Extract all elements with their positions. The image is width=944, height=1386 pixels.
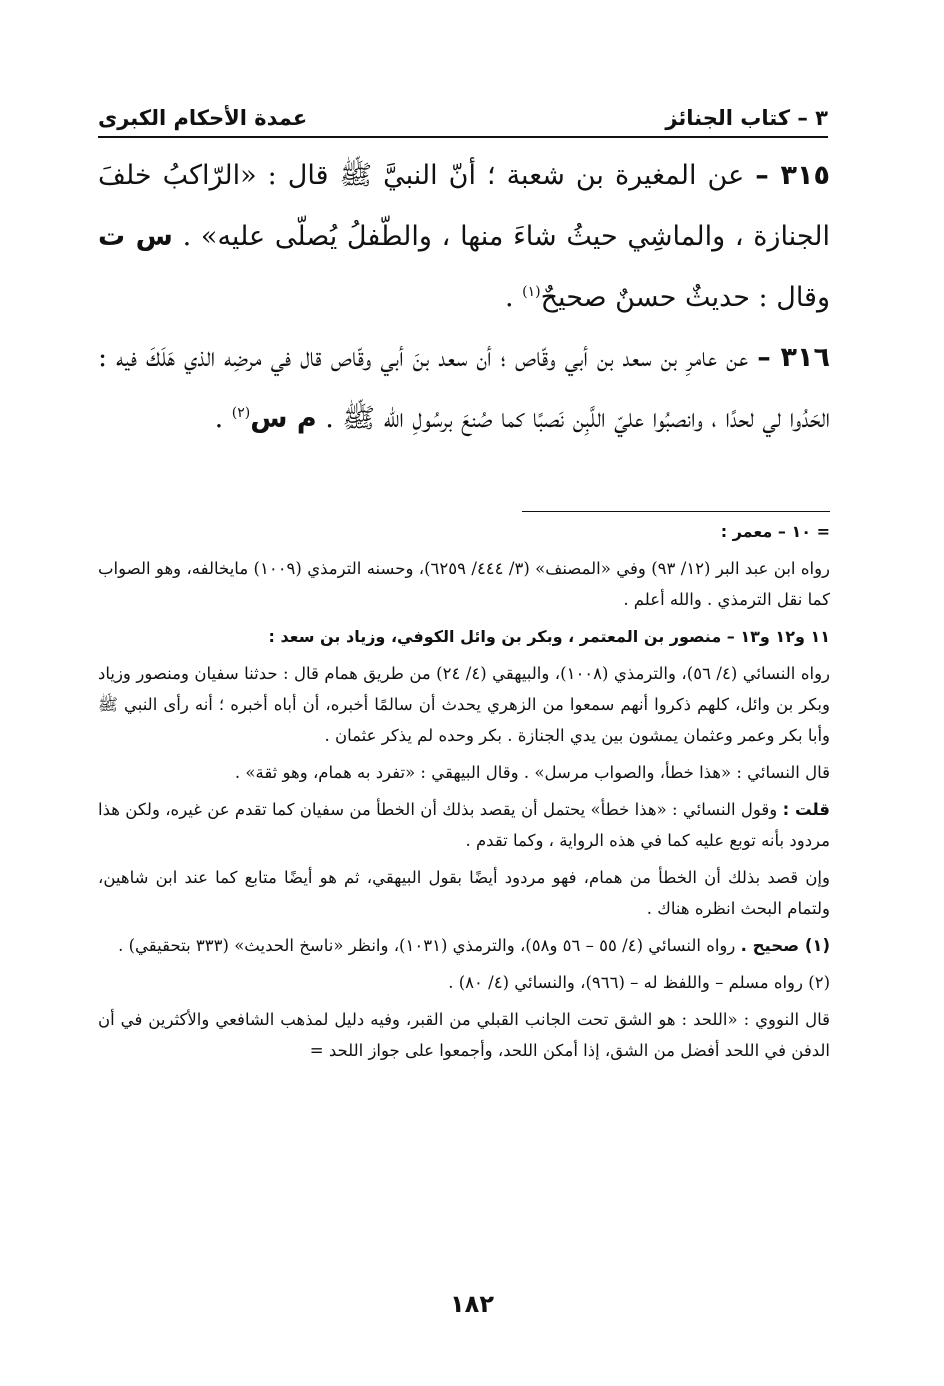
hadith-316	[98, 327, 830, 449]
qultu-text: وقول النسائي : «هذا خطأ» يحتمل أن يقصد بذلك أن الخطأ من سفيان كما تقدم عن غيره، ولكن هذا مردود بأنه توبع عليه كما في هذه الرواية ، وكما تقدم .	[98, 800, 830, 850]
hadith-end: .	[504, 282, 514, 313]
hadith-315	[98, 145, 830, 328]
qultu-paragraph	[98, 794, 830, 856]
qultu-label: قلت :	[782, 800, 830, 819]
footnote-2: (٢) رواه مسلم – واللفظ له – (٩٦٦)، والنسائي (٤/ ٨٠) .	[448, 973, 830, 992]
footnotes	[98, 512, 830, 1072]
footnote-ref: (١)	[522, 284, 541, 300]
note-10-text: رواه ابن عبد البر (١٢/ ٩٣) وفي «المصنف» (٣/ ٤٤٤/ ٦٢٥٩)، وحسنه الترمذي (١٠٠٩) مايخالفه، وهو الصواب كما نقل الترمذي . والله أعلم .	[98, 559, 831, 609]
nawawi-paragraph: قال النووي : «اللحد : هو الشق تحت الجانب القبلي من القبر، وفيه دليل لمذهب الشافعي والأكثرين في أن الدفن في اللحد أفضل من الشق، إذا أمكن اللحد، وأجمعوا على جواز اللحد =	[98, 1010, 830, 1060]
hadith-tail: وقال : حديثٌ حسنٌ صحيحٌ	[540, 282, 830, 313]
note-heading-11-13: ١١ و١٢ و١٣ – منصور بن المعتمر ، وبكر بن وائل الكوفي، وزياد بن سعد :	[268, 627, 830, 646]
footnote-1-label: (١) صحيح .	[740, 936, 830, 955]
footnote-1	[98, 930, 830, 961]
hammam-paragraph: وإن قصد بذلك أن الخطأ من همام، فهو مردود أيضًا بقول البيهقي، ثم هو أيضًا متابع كما عند ابن شاهين، ولتمام البحث انظره هناك .	[98, 868, 830, 918]
chapter-title: ٣ – كتاب الجنائز	[665, 106, 828, 130]
nasai-quote: قال النسائي : «هذا خطأ، والصواب مرسل» . وقال البيهقي : «تفرد به همام، وهو ثقة» .	[234, 763, 830, 782]
footnote-1-text: رواه النسائي (٤/ ٥٥ – ٥٦ و٥٨)، والترمذي (١٠٣١)، وانظر «ناسخ الحديث» (٣٣٣ بتحقيقي) .	[118, 936, 736, 955]
note-heading-10: = ١٠ – معمر :	[720, 522, 830, 541]
hadith-number: ٣١٥ –	[755, 160, 830, 191]
hadith-sigla: س ت	[98, 221, 173, 252]
hadith-text: عن عامرِ بن سعد بن أبي وقّاص ؛ أن سعد بنَ أبي وقّاص قال في مرضِه الذي هَلَكَ فيه : الحَدُوا لي لحدًا ، وانصبُوا عليّ اللَّبِن نَصبًا كما صُنعَ برسُولِ الله ﷺ .	[98, 342, 830, 434]
hadith-sigla: م س	[250, 403, 317, 434]
note-11-text: رواه النسائي (٤/ ٥٦)، والترمذي (١٠٠٨)، والبيهقي (٤/ ٢٤) من طريق همام قال : حدثنا سفيان ومنصور وزياد وبكر بن وائل، كلهم ذكروا أنهم سمعوا من الزهري يحدث أن سالمًا أخبره، أن أباه أخبره ؛ أنه رأى النبي ﷺ وأبا بكر وعمر وعثمان يمشون بين يدي الجنازة . بكر وحده لم يذكر عثمان .	[98, 664, 830, 745]
hadith-number: ٣١٦ –	[757, 342, 830, 373]
hadith-text: عن المغيرة بن شعبة ؛ أنّ النبيَّ ﷺ قال : «الرّاكبُ خلفَ الجنازة ، والماشِي حيثُ شاءَ منها ، والطّفلُ يُصلّى عليه» .	[98, 160, 830, 252]
page-number: ١٨٢	[450, 1290, 494, 1318]
hadith-end: .	[214, 403, 224, 434]
book-title: عمدة الأحكام الكبرى	[98, 106, 308, 130]
running-header	[98, 100, 828, 138]
footnote-ref: (٢)	[231, 405, 251, 421]
